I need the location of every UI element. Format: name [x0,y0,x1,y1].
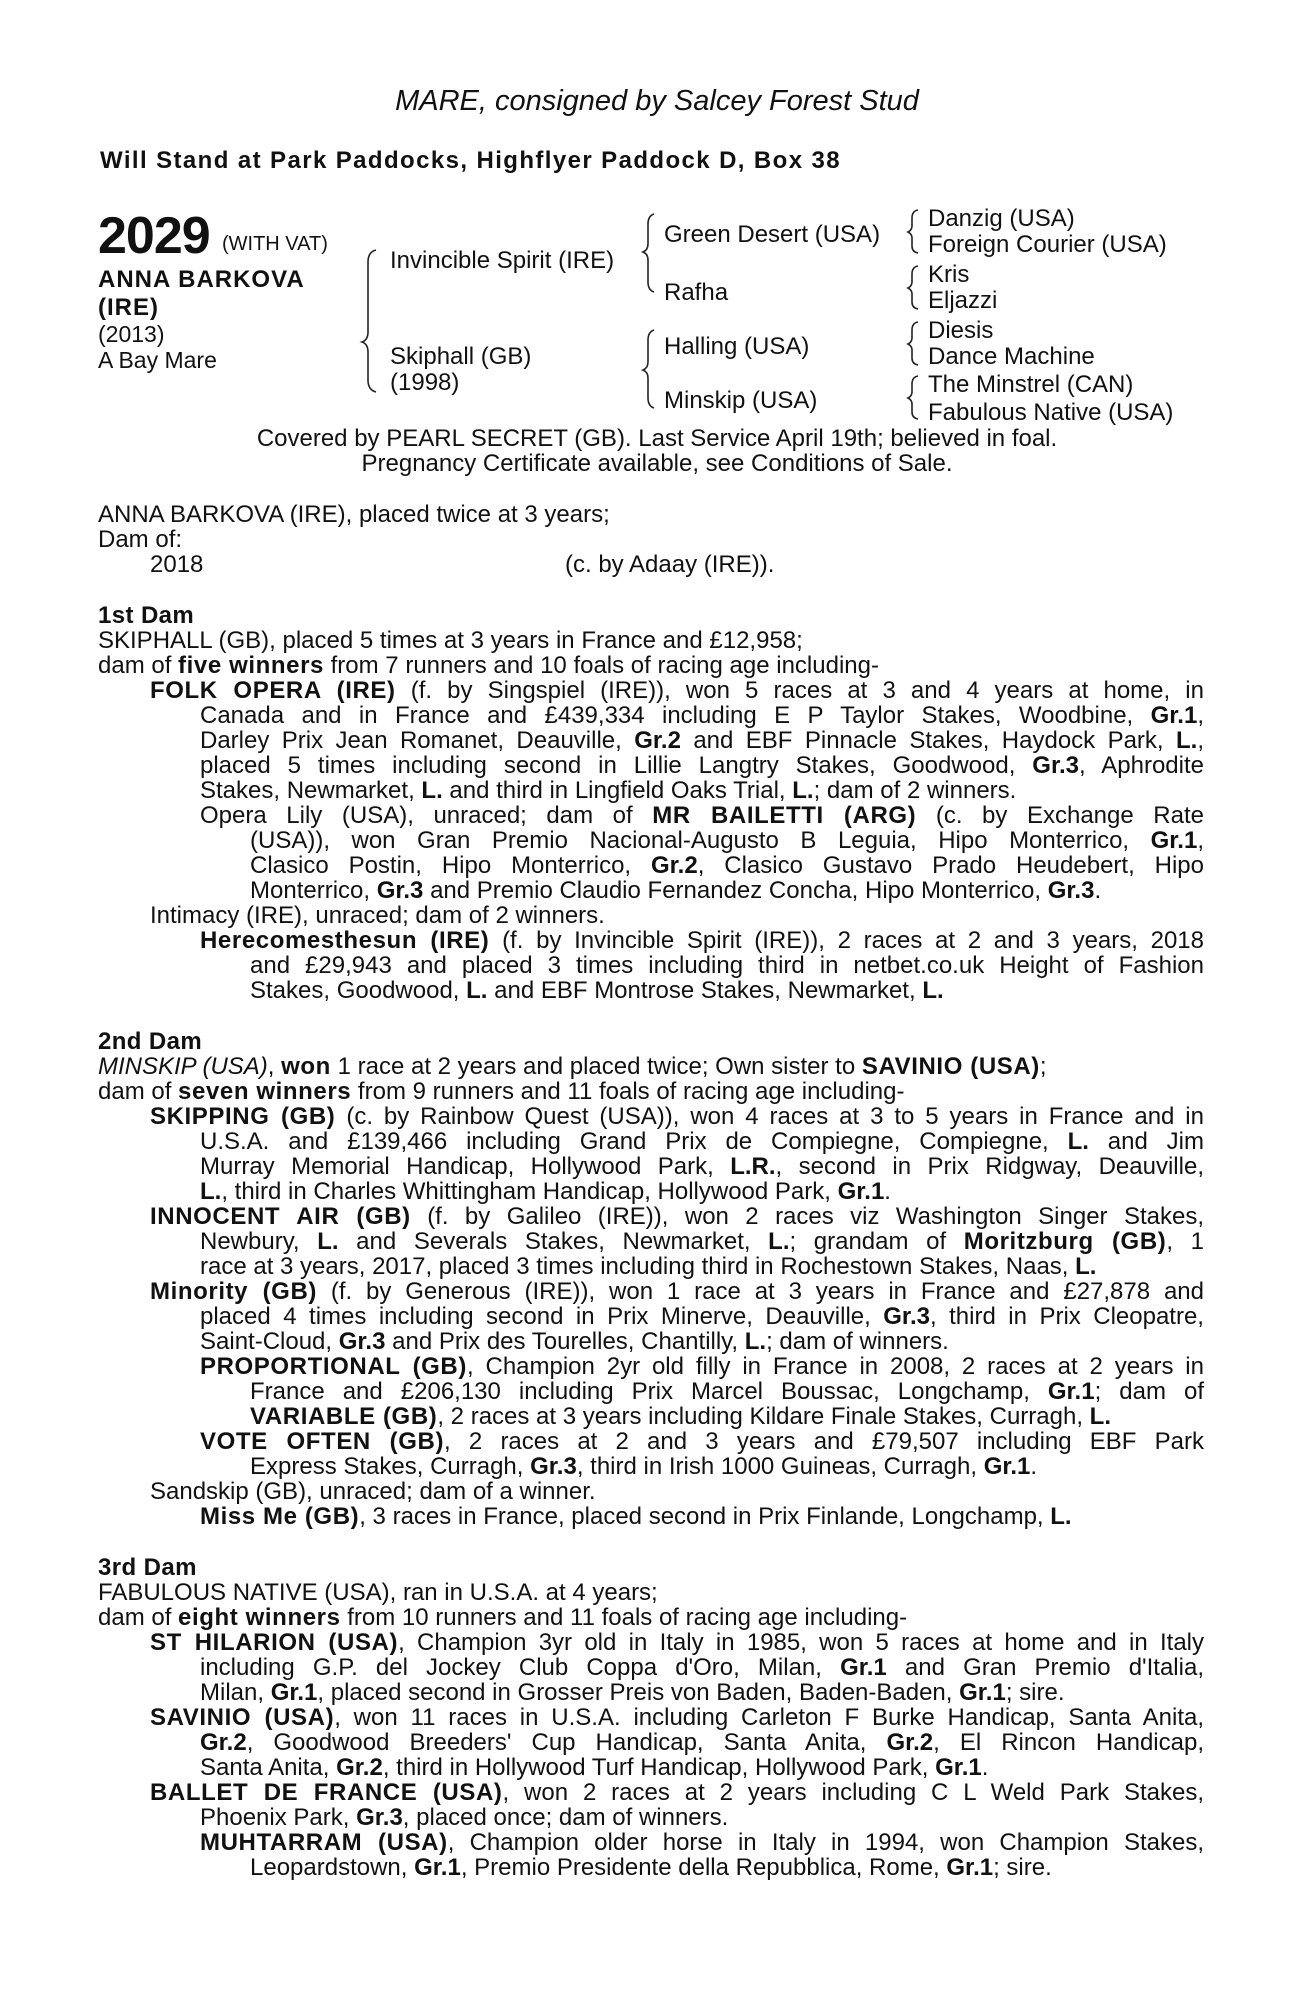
text-run: (USA)), won Gran Premio Nacional-Augusto B Leguia, Hipo Monterrico, [250,827,1151,854]
minority-line3 [200,1329,949,1354]
text-run: Gr.2 [886,1729,934,1756]
second-dam-line1 [98,1054,1047,1079]
text-run: Gr.2 [336,1754,383,1781]
text-run: Gr.3 [530,1453,577,1480]
text-run: won [281,1053,331,1080]
muhtarram-line2 [250,1855,1052,1880]
text-run: BALLET DE FRANCE (USA) [150,1779,503,1806]
intimacy-entry: Intimacy (IRE), unraced; dam of 2 winners. [150,902,605,929]
proportional-line2 [250,1379,1204,1404]
minority-line2 [200,1304,1204,1329]
text-run: Express Stakes, Curragh, [250,1453,531,1480]
third-dam-line1: FABULOUS NATIVE (USA), ran in U.S.A. at 4 years; [98,1579,658,1606]
text-run: SAVINIO (USA) [150,1704,335,1731]
second-dam-line2 [98,1079,904,1104]
text-run: placed 4 times including second in Prix Minerve, Deauville, [200,1303,884,1330]
text-run: Gr.2 [634,727,681,754]
text-run: Gr.1 [840,1654,887,1681]
folk-opera-line5 [200,778,1016,803]
text-run: L. [421,777,443,804]
st-hilarion-line2 [200,1655,1204,1680]
text-run: Gr.1 [935,1754,982,1781]
savinio-entry [150,1705,1204,1730]
opera-lily-line3 [250,853,1204,878]
innocent-air-entry [150,1204,1204,1229]
pedigree-ssd: Foreign Courier (USA) [928,231,1167,258]
muhtarram-entry [200,1830,1204,1855]
text-run: L. [768,1228,790,1255]
text-run: MINSKIP (USA) [98,1053,268,1080]
pedigree-dam-year: (1998) [390,369,460,396]
text-run: L. [922,977,944,1004]
text-run: , third in Prix Cleopatre, [929,1303,1204,1330]
text-run: Gr.1 [414,1854,461,1881]
vat-label: (WITH VAT) [222,233,328,255]
folk-opera-line3 [200,728,1204,753]
text-run: , third in Hollywood Turf Handicap, Hollywood Park, [382,1754,936,1781]
text-run: L. [317,1228,339,1255]
text-run: ; sire. [993,1854,1052,1881]
text-run: placed 5 times including second in Lillie Langtry Stakes, Goodwood, [200,752,1033,779]
pedigree-sdd: Eljazzi [928,287,998,314]
text-run: U.S.A. and £139,466 including Grand Prix de Compiegne, Compiegne, [200,1128,1068,1155]
text-run: ST HILARION (USA) [150,1629,399,1656]
text-run: Murray Memorial Handicap, Hollywood Park, [200,1153,731,1180]
text-run: MR BAILETTI (ARG) [652,802,917,829]
text-run: (f. by Generous (IRE)), won 1 race at 3 years in France and £27,878 and [316,1278,1205,1305]
brace-gen2-sire [643,214,654,292]
text-run: Gr.2 [200,1729,247,1756]
text-run: , third in Irish 1000 Guineas, Curragh, [576,1453,984,1480]
text-run: and Gran Premio d'Italia, [886,1654,1204,1681]
first-dam-heading: 1st Dam [98,602,195,629]
text-run: (f. by Invincible Spirit (IRE)), 2 races at 2 and 3 years, 2018 [489,927,1205,954]
text-run: Gr.3 [356,1804,403,1831]
brace-gen3-4 [908,376,918,419]
text-run: VOTE OFTEN (GB) [200,1428,445,1455]
text-run: and EBF Pinnacle Stakes, Haydock Park, [680,727,1176,754]
text-run: and third in Lingfield Oaks Trial, [442,777,793,804]
text-run: , [1197,727,1204,754]
horse-year: (2013) [98,321,165,347]
text-run: seven winners [178,1078,352,1105]
text-run: , Aphrodite [1079,752,1205,779]
text-run: dam of [98,1604,179,1631]
text-run: . [884,1178,891,1205]
text-run: Gr.3 [376,877,424,904]
text-run: , 2 races at 3 years including Kildare Finale Stakes, Curragh, [437,1403,1090,1430]
vote-often-entry [200,1429,1204,1454]
savinio-line2 [200,1730,1204,1755]
herecomesthesun-line3 [250,978,944,1003]
text-run: (f. by Singspiel (IRE)), won 5 races at 3 and 4 years at home, in [395,677,1204,704]
text-run: Stakes, Goodwood, [250,977,467,1004]
pedigree-dam-dam: Minskip (USA) [664,387,818,414]
pedigree-sds: Kris [928,261,970,288]
text-run: Gr.1 [1150,827,1198,854]
text-run: , [267,1053,282,1080]
text-run: from 10 runners and 11 foals of racing age including- [340,1604,908,1631]
text-run: L.R. [730,1153,776,1180]
text-run: Canada and in France and £439,334 including E P Taylor Stakes, Woodbine, [200,702,1151,729]
text-run: FOLK OPERA (IRE) [150,677,396,704]
text-run: Gr.1 [270,1679,318,1706]
text-run: race at 3 years, 2017, placed 3 times including third in Rochestown Stakes, Naas, [200,1253,1076,1280]
text-run: (f. by Galileo (IRE)), won 2 races viz Washington Singer Stakes, [410,1203,1204,1230]
sandskip-entry: Sandskip (GB), unraced; dam of a winner. [150,1478,596,1505]
ballet-de-france-line2 [200,1805,728,1830]
text-run: , [1197,827,1204,854]
mare-record: ANNA BARKOVA (IRE), placed twice at 3 years; [98,501,610,528]
innocent-air-line2 [200,1229,1204,1254]
text-run: ; dam of [1094,1378,1204,1405]
text-run: , third in Charles Whittingham Handicap, Hollywood Park, [221,1178,838,1205]
vote-often-line2 [250,1454,1037,1479]
pedigree-sire: Invincible Spirit (IRE) [390,247,615,274]
text-run: Gr.3 [883,1303,930,1330]
text-run: Gr.1 [837,1178,885,1205]
text-run: , placed once; dam of winners. [402,1804,729,1831]
minority-entry [150,1279,1204,1304]
pedigree-ddd: Fabulous Native (USA) [928,399,1174,426]
folk-opera-entry [150,678,1204,703]
skipping-line3 [200,1154,1204,1179]
text-run: from 7 runners and 10 foals of racing age including- [323,652,879,679]
text-run: . [1094,877,1102,904]
text-run: Clasico Postin, Hipo Monterrico, [250,852,651,879]
text-run: including G.P. del Jockey Club Coppa d'Oro, Milan, [200,1654,841,1681]
ballet-de-france-entry [150,1780,1204,1805]
covering-line1: Covered by PEARL SECRET (GB). Last Service April 19th; believed in foal. [256,425,1058,452]
text-run: ; dam of winners. [766,1328,949,1355]
text-run: Gr.1 [983,1453,1031,1480]
text-run: Phoenix Park, [200,1804,357,1831]
brace-gen3-2 [908,266,918,309]
herecomesthesun-entry [200,928,1204,953]
opera-lily-line4 [250,878,1101,903]
text-run: , won 11 races in U.S.A. including Carleton F Burke Handicap, Santa Anita, [334,1704,1205,1731]
text-run: Moritzburg (GB) [963,1228,1167,1255]
text-run: dam of [98,652,179,679]
text-run: , 1 [1166,1228,1204,1255]
text-run: and Jim [1088,1128,1205,1155]
text-run: Gr.1 [1047,1378,1095,1405]
text-run: France and £206,130 including Prix Marcel Boussac, Longchamp, [250,1378,1048,1405]
horse-name-line2: (IRE) [98,294,159,321]
third-dam-line2 [98,1605,907,1630]
text-run: ; dam of 2 winners. [813,777,1017,804]
text-run: (c. by Exchange Rate [916,802,1204,829]
text-run: Monterrico, [250,877,377,904]
text-run: L. [1067,1128,1089,1155]
text-run: . [1030,1453,1038,1480]
pedigree-sss: Danzig (USA) [928,205,1075,232]
folk-opera-line4 [200,753,1204,778]
proportional-entry [200,1354,1204,1379]
variable-entry [250,1404,1111,1429]
text-run: five winners [178,652,324,679]
text-run: SAVINIO (USA) [861,1053,1040,1080]
text-run: L. [1176,727,1198,754]
text-run: , placed second in Grosser Preis von Baden, Baden-Baden, [317,1679,960,1706]
text-run: L. [1089,1403,1111,1430]
text-run: Saint-Cloud, [200,1328,339,1355]
text-run: Gr.2 [650,852,698,879]
brace-gen3-1 [908,210,918,253]
text-run: Darley Prix Jean Romanet, Deauville, [200,727,635,754]
text-run: , Champion 2yr old filly in France in 2008, 2 races at 2 years in [466,1353,1204,1380]
miss-me-entry [200,1504,1072,1529]
text-run: Miss Me (GB) [200,1503,360,1530]
text-run: dam of [98,1078,179,1105]
text-run: ; grandam of [789,1228,964,1255]
text-run: and Prix des Tourelles, Chantilly, [385,1328,745,1355]
text-run: from 9 runners and 11 foals of racing age including- [351,1078,905,1105]
stand-location: Will Stand at Park Paddocks, Highflyer Paddock D, Box 38 [100,147,842,174]
text-run: 1 race at 2 years and placed twice; Own sister to [330,1053,862,1080]
text-run: L. [792,777,814,804]
text-run: Gr.3 [1032,752,1079,779]
pedigree-sire-sire: Green Desert (USA) [664,221,881,248]
st-hilarion-entry [150,1630,1204,1655]
text-run: Gr.1 [946,1854,994,1881]
text-run: L. [1050,1503,1072,1530]
horse-name-line1: ANNA BARKOVA [98,266,305,293]
produce-description: (c. by Adaay (IRE)). [565,551,775,578]
savinio-line3 [200,1755,988,1780]
text-run: Stakes, Newmarket, [200,777,422,804]
text-run: , Champion 3yr old in Italy in 1985, won 5 races at home and in Italy [398,1629,1204,1656]
brace-gen2-dam [643,330,654,408]
text-run: L. [200,1178,222,1205]
text-run: Santa Anita, [200,1754,337,1781]
text-run: and Premio Claudio Fernandez Concha, Hipo Monterrico, [423,877,1048,904]
pedigree-dds: The Minstrel (CAN) [928,371,1134,398]
lot-number: 2029 [98,207,210,265]
text-run: Milan, [200,1679,271,1706]
horse-description: A Bay Mare [98,347,217,373]
text-run: and EBF Montrose Stakes, Newmarket, [487,977,923,1004]
text-run: Herecomesthesun (IRE) [200,927,490,954]
text-run: , Goodwood Breeders' Cup Handicap, Santa Anita, [246,1729,887,1756]
text-run: L. [1075,1253,1097,1280]
text-run: , second in Prix Ridgway, Deauville, [775,1153,1204,1180]
text-run: (c. by Rainbow Quest (USA)), won 4 races at 3 to 5 years in France and in [335,1103,1204,1130]
text-run: Gr.3 [1047,877,1095,904]
text-run: Leopardstown, [250,1854,415,1881]
pedigree-sire-dam: Rafha [664,279,729,306]
text-run: , Premio Presidente della Repubblica, Rome, [460,1854,947,1881]
opera-lily-line2 [250,828,1204,853]
first-dam-line2 [98,653,879,678]
folk-opera-line2 [200,703,1204,728]
text-run: , Champion older horse in Italy in 1994, won Champion Stakes, [447,1829,1204,1856]
text-run: . [981,1754,989,1781]
pedigree-dss: Diesis [928,317,994,344]
text-run: VARIABLE (GB) [250,1403,438,1430]
st-hilarion-line3 [200,1680,1065,1705]
text-run: SKIPPING (GB) [150,1103,336,1130]
text-run: ; [1039,1053,1047,1080]
text-run: , El Rincon Handicap, [933,1729,1204,1756]
text-run: PROPORTIONAL (GB) [200,1353,467,1380]
text-run: and Severals Stakes, Newmarket, [338,1228,769,1255]
skipping-line2 [200,1129,1204,1154]
text-run: INNOCENT AIR (GB) [150,1203,411,1230]
herecomesthesun-line2: and £29,943 and placed 3 times including third in netbet.co.uk Height of Fashion [250,952,1204,979]
covering-line2: Pregnancy Certificate available, see Conditions of Sale. [361,450,953,477]
text-run: Minority (GB) [150,1278,317,1305]
second-dam-heading: 2nd Dam [98,1028,203,1055]
pedigree-dsd: Dance Machine [928,343,1095,370]
first-dam-line1: SKIPHALL (GB), placed 5 times at 3 years in France and £12,958; [98,627,803,654]
text-run: MUHTARRAM (USA) [200,1829,448,1856]
text-run: , 3 races in France, placed second in Prix Finlande, Longchamp, [359,1503,1051,1530]
text-run: , 2 races at 2 and 3 years and £79,507 including EBF Park [444,1428,1205,1455]
brace-gen3-3 [908,322,918,365]
text-run: ; sire. [1005,1679,1065,1706]
mare-dam-of: Dam of: [98,526,183,553]
innocent-air-line3 [200,1254,1096,1279]
brace-gen1 [362,250,376,392]
text-run: , won 2 races at 2 years including C L Weld Park Stakes, [502,1779,1205,1806]
text-run: L. [744,1328,767,1355]
text-run: Opera Lily (USA), unraced; dam of [200,802,653,829]
text-run: Newbury, [200,1228,318,1255]
text-run: eight winners [178,1604,341,1631]
pedigree-dam-sire: Halling (USA) [664,333,810,360]
page-title: MARE, consigned by Salcey Forest Stud [395,85,919,117]
opera-lily-entry [200,803,1204,828]
text-run: , [1197,702,1204,729]
third-dam-heading: 3rd Dam [98,1554,197,1581]
text-run: L. [466,977,488,1004]
skipping-entry [150,1104,1204,1129]
text-run: Gr.3 [338,1328,386,1355]
skipping-line4 [200,1179,891,1204]
text-run: Gr.1 [1150,702,1198,729]
text-run: Gr.1 [959,1679,1006,1706]
pedigree-dam: Skiphall (GB) [390,343,532,370]
produce-year: 2018 [150,551,204,578]
text-run: , Clasico Gustavo Prado Heudebert, Hipo [697,852,1204,879]
